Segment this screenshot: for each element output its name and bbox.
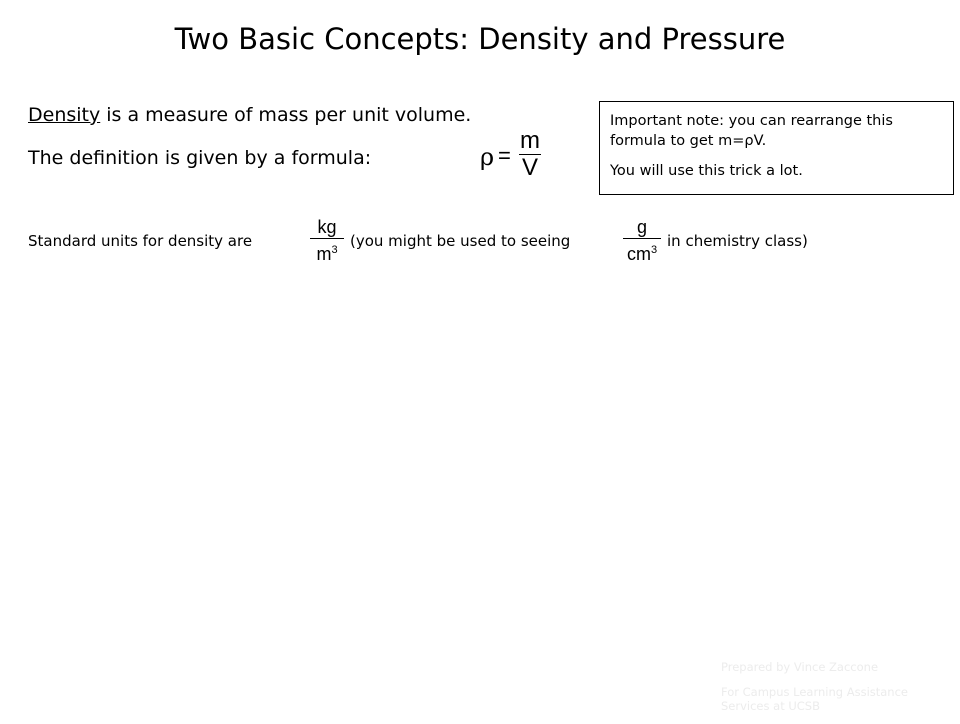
formula-numerator: m: [520, 127, 540, 154]
note-text: Important note: you can rearrange this formula to get m=ρV.: [610, 113, 893, 149]
fraction-bar: [310, 238, 344, 239]
fraction-bar: [623, 238, 661, 239]
cgs-unit-numerator: g: [636, 217, 647, 237]
formula-denominator: V: [521, 154, 538, 181]
density-formula-fraction: [519, 128, 541, 181]
credit-organization: For Campus Learning Assistance Services at UCSB: [721, 685, 908, 713]
si-unit-denominator: $m^3$: [316, 244, 338, 264]
note-tip: You will use this trick a lot.: [610, 163, 803, 179]
units-suffix: in chemistry class): [667, 232, 808, 250]
si-unit-numerator: kg: [317, 217, 337, 237]
cgs-unit-denominator: $cm^3$: [626, 244, 658, 264]
density-term: Density: [28, 104, 101, 126]
formula-rho: ρ: [480, 143, 495, 171]
density-definition-line: [28, 104, 471, 126]
credit-author: Prepared by Vince Zaccone: [721, 660, 879, 674]
cgs-unit-fraction: [623, 216, 661, 265]
important-note-box: [599, 101, 954, 195]
author-credit: [721, 660, 956, 724]
slide-title: Two Basic Concepts: Density and Pressure: [174, 22, 786, 56]
formula-intro-line: The definition is given by a formula:: [28, 147, 372, 169]
units-middle: (you might be used to seeing: [350, 232, 571, 250]
units-prefix: Standard units for density are: [28, 232, 253, 250]
si-unit-fraction: [310, 216, 344, 265]
density-definition-text: is a measure of mass per unit volume.: [100, 104, 472, 126]
formula-equals: =: [498, 143, 511, 168]
